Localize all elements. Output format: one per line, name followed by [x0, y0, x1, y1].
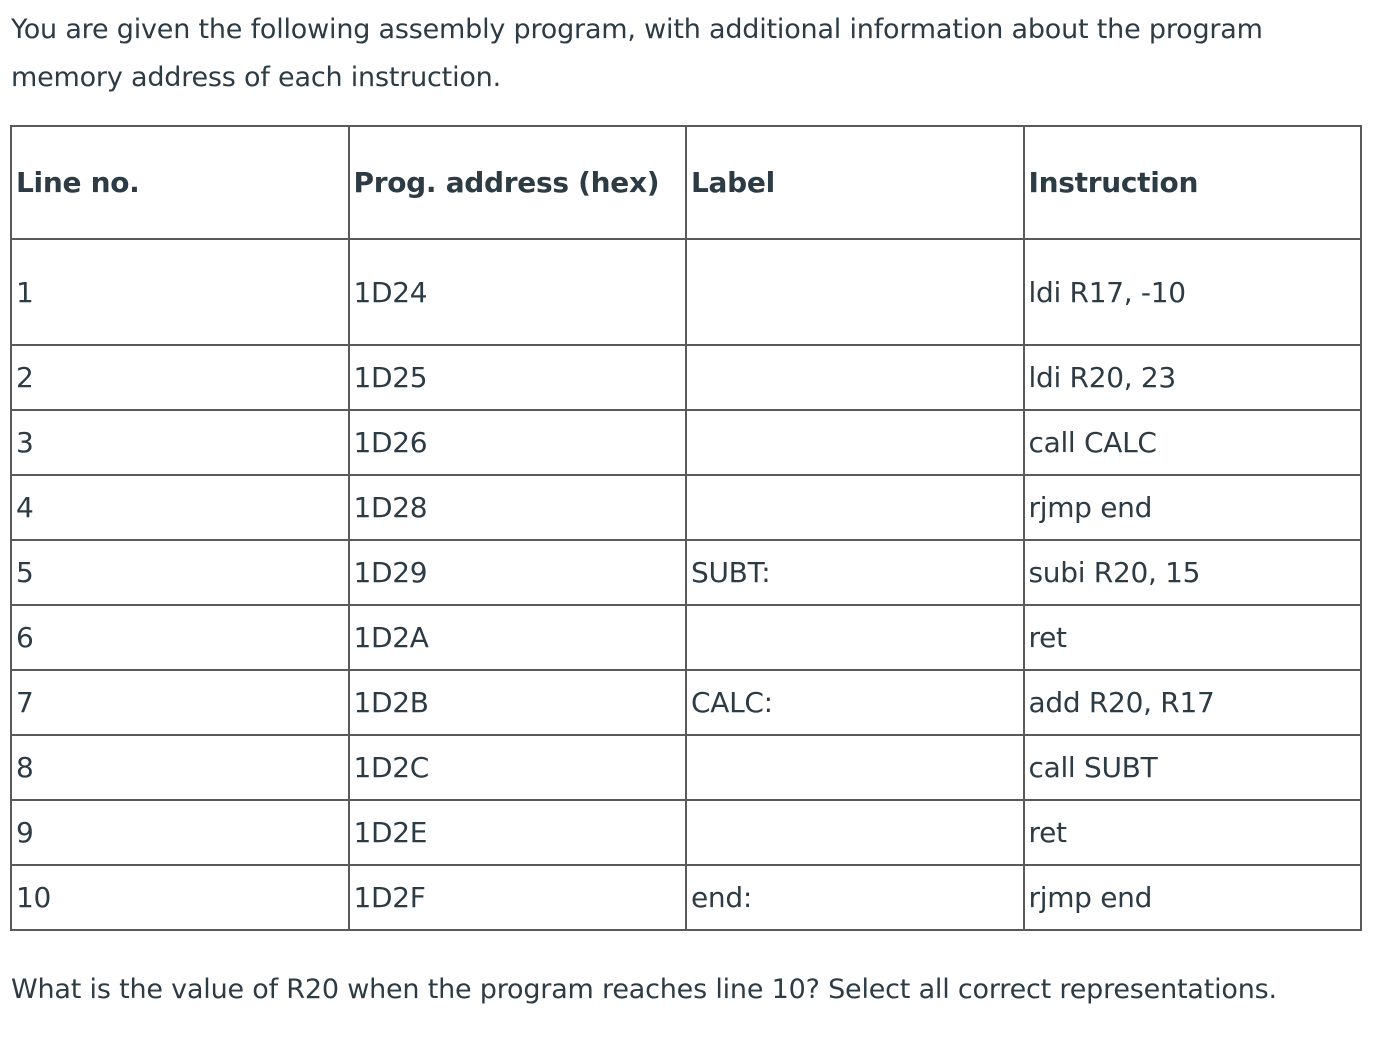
- cell-instruction: ret: [1024, 800, 1362, 865]
- cell-label: [686, 605, 1024, 670]
- cell-line-no: 4: [11, 475, 349, 540]
- cell-line-no: 7: [11, 670, 349, 735]
- header-label: Label: [686, 126, 1024, 239]
- cell-prog-address: 1D2F: [349, 865, 687, 930]
- cell-prog-address: 1D2E: [349, 800, 687, 865]
- cell-label: CALC:: [686, 670, 1024, 735]
- table-header-row: [11, 126, 1361, 239]
- table-row: [11, 605, 1361, 670]
- cell-line-no: 5: [11, 540, 349, 605]
- cell-prog-address: 1D2A: [349, 605, 687, 670]
- cell-label: [686, 735, 1024, 800]
- cell-instruction: add R20, R17: [1024, 670, 1362, 735]
- header-prog-address: Prog. address (hex): [349, 126, 687, 239]
- cell-label: SUBT:: [686, 540, 1024, 605]
- cell-prog-address: 1D26: [349, 410, 687, 475]
- table-row: [11, 670, 1361, 735]
- cell-prog-address: 1D24: [349, 239, 687, 345]
- cell-prog-address: 1D2B: [349, 670, 687, 735]
- cell-prog-address: 1D29: [349, 540, 687, 605]
- cell-line-no: 6: [11, 605, 349, 670]
- cell-label: [686, 800, 1024, 865]
- table-row: [11, 800, 1361, 865]
- cell-prog-address: 1D2C: [349, 735, 687, 800]
- cell-instruction: ldi R20, 23: [1024, 345, 1362, 410]
- cell-instruction: subi R20, 15: [1024, 540, 1362, 605]
- table-row: [11, 540, 1361, 605]
- cell-instruction: ldi R17, -10: [1024, 239, 1362, 345]
- table-row: [11, 475, 1361, 540]
- cell-line-no: 8: [11, 735, 349, 800]
- cell-line-no: 1: [11, 239, 349, 345]
- assembly-program-table: [10, 125, 1362, 931]
- cell-instruction: call SUBT: [1024, 735, 1362, 800]
- table-row: [11, 410, 1361, 475]
- cell-line-no: 3: [11, 410, 349, 475]
- cell-instruction: call CALC: [1024, 410, 1362, 475]
- table-row: [11, 239, 1361, 345]
- cell-instruction: rjmp end: [1024, 475, 1362, 540]
- header-instruction: Instruction: [1024, 126, 1362, 239]
- question-text: What is the value of R20 when the program reaches line 10? Select all correct representations.: [11, 974, 1277, 1005]
- header-line-no: Line no.: [11, 126, 349, 239]
- cell-instruction: ret: [1024, 605, 1362, 670]
- cell-label: end:: [686, 865, 1024, 930]
- cell-label: [686, 345, 1024, 410]
- table-row: [11, 345, 1361, 410]
- table-row: [11, 865, 1361, 930]
- intro-paragraph: You are given the following assembly program, with additional information about the program memory address of each instruction.: [11, 14, 1263, 93]
- cell-instruction: rjmp end: [1024, 865, 1362, 930]
- cell-line-no: 9: [11, 800, 349, 865]
- table-row: [11, 735, 1361, 800]
- cell-label: [686, 475, 1024, 540]
- cell-line-no: 10: [11, 865, 349, 930]
- cell-prog-address: 1D28: [349, 475, 687, 540]
- cell-label: [686, 239, 1024, 345]
- cell-line-no: 2: [11, 345, 349, 410]
- cell-prog-address: 1D25: [349, 345, 687, 410]
- cell-label: [686, 410, 1024, 475]
